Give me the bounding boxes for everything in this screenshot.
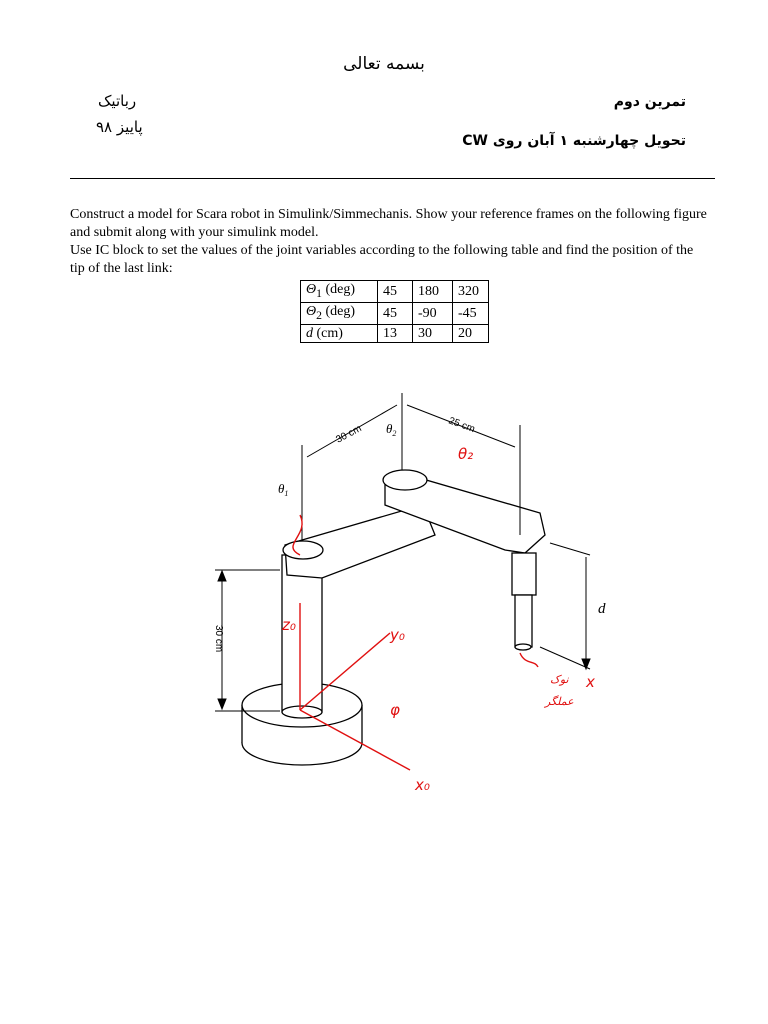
table-cell: 20 [453, 324, 489, 342]
row-symbol: d [306, 325, 313, 341]
quill-upper [512, 553, 536, 595]
dim-base-label: 30 cm [213, 625, 224, 653]
y0-annotation: y₀ [390, 626, 405, 644]
instructions [70, 206, 710, 278]
z0-annotation: z₀ [282, 616, 296, 634]
joint-values-table [300, 280, 489, 343]
page-title: بسمه تعالی [343, 54, 425, 74]
row-unit: (cm) [313, 325, 343, 341]
row-subscript: 2 [316, 308, 322, 322]
table-row [301, 324, 489, 342]
instruction-line-1: Construct a model for Scara robot in Simulink/Simmechanis. Show your reference frames on the following figure and submit along with your simulink model. [70, 207, 707, 240]
quill-lower [515, 595, 532, 647]
row-subscript: 1 [316, 286, 322, 300]
row-unit: (deg) [321, 303, 355, 319]
table-cell: -90 [413, 302, 453, 324]
row-label [301, 302, 378, 324]
tip-annotation: نوک [550, 673, 569, 686]
theta2-annotation: θ₂ [458, 445, 474, 463]
table-cell: 45 [378, 302, 413, 324]
table-cell: 30 [413, 324, 453, 342]
table-row [301, 302, 489, 324]
row-unit: (deg) [321, 282, 355, 297]
term-label: پاییز ۹۸ [96, 118, 143, 136]
theta2-label: $\theta_2$ [386, 421, 397, 438]
course-name: رباتیک [98, 92, 137, 110]
phi-annotation: φ [390, 701, 400, 719]
row-label [301, 324, 378, 342]
theta1-label: $\theta_1$ [278, 481, 289, 498]
x0-annotation: x₀ [415, 776, 430, 794]
table-cell: -45 [453, 302, 489, 324]
dim-link1-label: 30 cm [334, 423, 364, 446]
tip-x-annotation: x [586, 673, 595, 691]
instruction-line-2: Use IC block to set the values of the joint variables according to the following table and find the position of the tip of the last link: [70, 243, 694, 276]
assignment-title: تمرین دوم [613, 94, 686, 110]
table-cell: 180 [413, 281, 453, 303]
scara-robot-figure [190, 385, 630, 805]
table-cell: 13 [378, 324, 413, 342]
table-cell: 45 [378, 281, 413, 303]
table-cell: 320 [453, 281, 489, 303]
table-row [301, 281, 489, 303]
row-symbol: Θ [306, 282, 317, 297]
d-label: d [598, 601, 606, 617]
row-symbol: Θ [306, 303, 317, 319]
due-date: تحویل چهارشنبه ۱ آبان روی CW [462, 133, 686, 149]
header-divider [70, 178, 715, 179]
dim-link2-label: 25 cm [446, 415, 477, 436]
row-label [301, 281, 378, 303]
tool-annotation: عملگر [545, 695, 574, 708]
